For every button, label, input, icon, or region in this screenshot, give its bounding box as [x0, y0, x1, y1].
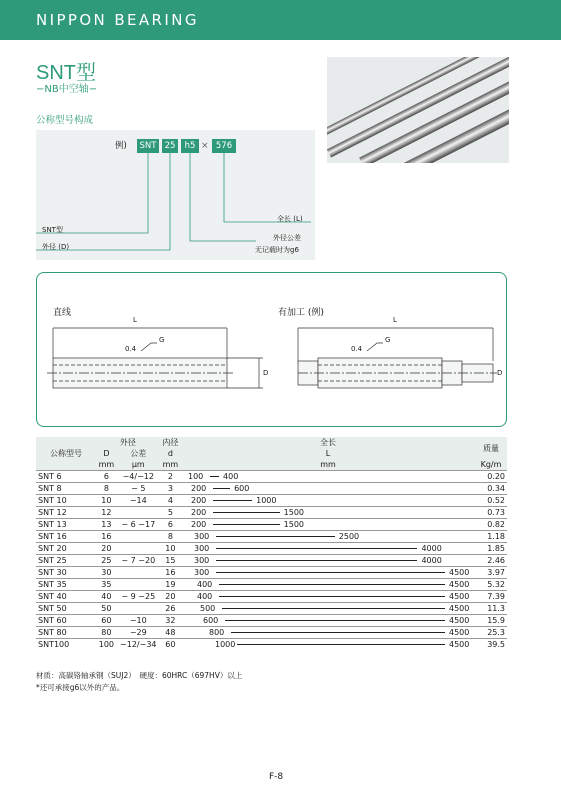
length-max: 4500: [449, 580, 470, 589]
cell-length-range: [181, 543, 475, 555]
product-photo: [327, 57, 509, 163]
cell-tol: −14: [129, 496, 147, 505]
cell-model: SNT 50: [38, 604, 67, 613]
cell-model: SNT 40: [38, 592, 67, 601]
cell-mass: 39.5: [487, 640, 505, 649]
table-row: [36, 471, 507, 483]
cell-D: 50: [101, 604, 112, 613]
straight-title: 直线: [53, 308, 72, 318]
cell-D: 25: [101, 556, 112, 565]
header-D: D: [103, 449, 110, 458]
cell-tol: [117, 531, 160, 543]
range-arrow: [216, 572, 445, 573]
table-row: [36, 627, 507, 639]
cell-tol: [117, 579, 160, 591]
cell-tol: [117, 603, 160, 615]
range-arrow: [210, 476, 219, 477]
cell-mass: 0.34: [487, 484, 505, 493]
length-max: 1500: [283, 508, 305, 517]
length-min: 100: [188, 472, 204, 481]
unit-L: mm: [320, 460, 336, 469]
range-arrow: [216, 536, 335, 537]
length-min: 200: [191, 508, 207, 517]
length-min: 300: [194, 532, 210, 541]
note-other: *还可承接g6以外的产品。: [36, 683, 125, 692]
table-row: [36, 579, 507, 591]
range-arrow: [213, 500, 252, 501]
length-max: 4500: [449, 568, 470, 577]
spec-table: [36, 437, 507, 650]
length-max: 4500: [449, 592, 470, 601]
header-mass: 质量: [483, 443, 499, 453]
model-code-box: [36, 130, 315, 260]
cell-D: 10: [101, 496, 112, 505]
cell-length-range: [181, 591, 475, 603]
cell-mass: 0.73: [487, 508, 505, 517]
cell-model: SNT 25: [38, 556, 67, 565]
page-subtitle: −NB中空轴−: [36, 84, 98, 95]
length-min: 400: [197, 592, 213, 601]
cell-mass: 11.3: [487, 604, 505, 613]
table-row: [36, 495, 507, 507]
length-max: 4500: [449, 616, 470, 625]
length-max: 400: [223, 472, 239, 481]
cell-D: 100: [98, 640, 115, 649]
cell-mass: 7.39: [487, 592, 505, 601]
range-arrow: [225, 620, 445, 621]
cell-D: 60: [101, 616, 112, 625]
cell-length-range: [181, 579, 475, 591]
header-L: L: [325, 449, 331, 458]
range-arrow: [216, 548, 417, 549]
cell-length-range: [181, 567, 475, 579]
length-max: 4000: [421, 544, 442, 553]
cell-tol: −4/−12: [122, 472, 154, 481]
label-tolerance-note: 无记载时为g6: [255, 246, 299, 254]
header-length: 全长: [320, 438, 336, 447]
cell-tol: − 5: [131, 484, 146, 493]
unit-D: mm: [98, 460, 115, 469]
cell-model: SNT 16: [38, 532, 67, 541]
shaft-drawings: [37, 273, 507, 427]
brand-name: NIPPON BEARING: [36, 11, 199, 29]
code-tolerance: h5: [181, 139, 199, 153]
cell-D: 35: [101, 580, 112, 589]
cell-length-range: [181, 639, 475, 651]
cell-D: 30: [101, 568, 112, 577]
table-row: [36, 507, 507, 519]
unit-d: mm: [162, 460, 179, 469]
cell-length-range: [181, 627, 475, 639]
cell-D: 20: [101, 544, 112, 553]
length-min: 200: [191, 496, 207, 505]
cell-D: 13: [101, 520, 112, 529]
length-min: 200: [191, 484, 207, 493]
length-max: 1500: [283, 520, 305, 529]
range-arrow: [219, 584, 445, 585]
cell-length-range: [181, 507, 475, 519]
page-title: SNT型: [36, 62, 96, 84]
range-arrow: [213, 524, 280, 525]
cell-tol: − 9 −25: [121, 592, 156, 601]
table-row: [36, 555, 507, 567]
cell-tol: − 6 −17: [121, 520, 156, 529]
cell-model: SNT 8: [38, 484, 62, 493]
page-number: F-8: [269, 772, 284, 782]
dimension-panel: [36, 272, 507, 427]
cell-d: 15: [165, 556, 176, 565]
cell-mass: 15.9: [487, 616, 505, 625]
cell-length-range: [181, 495, 475, 507]
cell-model: SNT100: [38, 640, 70, 649]
note-material: 材质：高碳铬轴承钢（SUJ2） 硬度：60HRC（697HV）以上: [36, 671, 243, 680]
label-length: 全长 (L): [277, 215, 303, 223]
cell-mass: 1.85: [487, 544, 505, 553]
length-max: 1000: [256, 496, 277, 505]
code-length: 576: [212, 139, 236, 153]
length-label-straight: L: [133, 316, 137, 324]
cell-model: SNT 30: [38, 568, 67, 577]
cell-d: 19: [165, 580, 176, 589]
table-row: [36, 603, 507, 615]
cell-D: 12: [101, 508, 112, 517]
range-arrow: [231, 632, 445, 633]
table-row: [36, 567, 507, 579]
cell-mass: 5.32: [487, 580, 505, 589]
runout-machined: 0.4: [351, 345, 363, 353]
length-min: 1000: [215, 640, 236, 649]
cell-tol: −29: [129, 628, 147, 637]
table-row: [36, 639, 507, 651]
table-row: [36, 531, 507, 543]
length-max: 4500: [449, 604, 470, 613]
cell-d: 60: [165, 640, 176, 649]
cell-model: SNT 13: [38, 520, 67, 529]
code-series: SNT: [137, 139, 159, 153]
length-min: 500: [200, 604, 216, 613]
range-arrow: [237, 644, 445, 645]
label-diameter: 外径 (D): [42, 243, 70, 251]
range-arrow: [213, 512, 280, 513]
cell-d: 16: [165, 568, 176, 577]
table-row: [36, 615, 507, 627]
cell-length-range: [181, 471, 475, 483]
cell-model: SNT 10: [38, 496, 67, 505]
times-sign: ×: [201, 141, 209, 151]
header-outer: 外径: [119, 438, 136, 447]
cell-D: 80: [101, 628, 112, 637]
range-arrow: [222, 608, 445, 609]
length-min: 800: [209, 628, 225, 637]
cell-mass: 0.52: [487, 496, 505, 505]
cell-mass: 2.46: [487, 556, 505, 565]
cell-tol: [117, 543, 160, 555]
datum-straight: G: [159, 336, 165, 344]
runout-straight: 0.4: [125, 345, 137, 353]
example-prefix: 例): [115, 141, 127, 151]
header-d: d: [167, 449, 173, 458]
cell-mass: 3.97: [487, 568, 505, 577]
range-arrow: [213, 488, 230, 489]
cell-model: SNT 35: [38, 580, 67, 589]
length-min: 200: [191, 520, 207, 529]
cell-d: 10: [165, 544, 176, 553]
cell-tol: [117, 507, 160, 519]
cell-model: SNT 12: [38, 508, 67, 517]
cell-d: 26: [165, 604, 176, 613]
length-label-machined: L: [393, 316, 397, 324]
cell-D: 6: [103, 472, 109, 481]
length-min: 300: [194, 568, 210, 577]
range-arrow: [216, 560, 417, 561]
label-series: SNT型: [42, 226, 63, 234]
unit-tol: μm: [131, 460, 145, 469]
cell-length-range: [181, 483, 475, 495]
cell-D: 16: [101, 532, 112, 541]
cell-length-range: [181, 615, 475, 627]
unit-mass: Kg/m: [480, 460, 502, 469]
table-row: [36, 483, 507, 495]
cell-d: 3: [167, 484, 173, 493]
label-tolerance: 外径公差: [273, 234, 301, 242]
cell-tol: − 7 −20: [121, 556, 156, 565]
cell-mass: 1.18: [487, 532, 505, 541]
cell-d: 5: [167, 508, 173, 517]
cell-d: 32: [165, 616, 176, 625]
cell-d: 2: [167, 472, 173, 481]
cell-model: SNT 6: [38, 472, 62, 481]
cell-model: SNT 80: [38, 628, 67, 637]
cell-tol: −10: [129, 616, 147, 625]
diameter-label-machined: D: [497, 369, 503, 377]
cell-length-range: [181, 519, 475, 531]
cell-tol: −12/−34: [120, 640, 157, 649]
cell-length-range: [181, 555, 475, 567]
cell-d: 8: [167, 532, 173, 541]
length-min: 300: [194, 556, 210, 565]
cell-length-range: [181, 531, 475, 543]
cell-d: 4: [167, 496, 173, 505]
section-heading: 公称型号构成: [36, 115, 94, 126]
machined-title: 有加工 (例): [278, 308, 324, 318]
header-inner: 内径: [162, 438, 179, 447]
cell-D: 40: [101, 592, 112, 601]
cell-tol: [117, 567, 160, 579]
datum-machined: G: [385, 336, 391, 344]
code-diameter: 25: [162, 139, 178, 153]
length-max: 4500: [449, 640, 470, 649]
diameter-label-straight: D: [263, 369, 269, 377]
header-tol: 公差: [130, 449, 147, 458]
length-max: 4000: [421, 556, 442, 565]
length-max: 4500: [449, 628, 470, 637]
cell-d: 48: [165, 628, 176, 637]
length-min: 600: [203, 616, 219, 625]
table-row: [36, 591, 507, 603]
cell-mass: 25.3: [487, 628, 505, 637]
cell-length-range: [181, 603, 475, 615]
cell-mass: 0.20: [487, 472, 505, 481]
length-min: 300: [194, 544, 210, 553]
cell-model: SNT 20: [38, 544, 67, 553]
length-max: 2500: [338, 532, 360, 541]
length-min: 400: [197, 580, 213, 589]
table-row: [36, 543, 507, 555]
cell-d: 6: [167, 520, 173, 529]
cell-D: 8: [103, 484, 109, 493]
table-row: [36, 519, 507, 531]
cell-d: 20: [165, 592, 176, 601]
header-model: 公称型号: [50, 449, 82, 458]
range-arrow: [219, 596, 445, 597]
cell-mass: 0.82: [487, 520, 505, 529]
cell-model: SNT 60: [38, 616, 67, 625]
length-max: 600: [234, 484, 250, 493]
